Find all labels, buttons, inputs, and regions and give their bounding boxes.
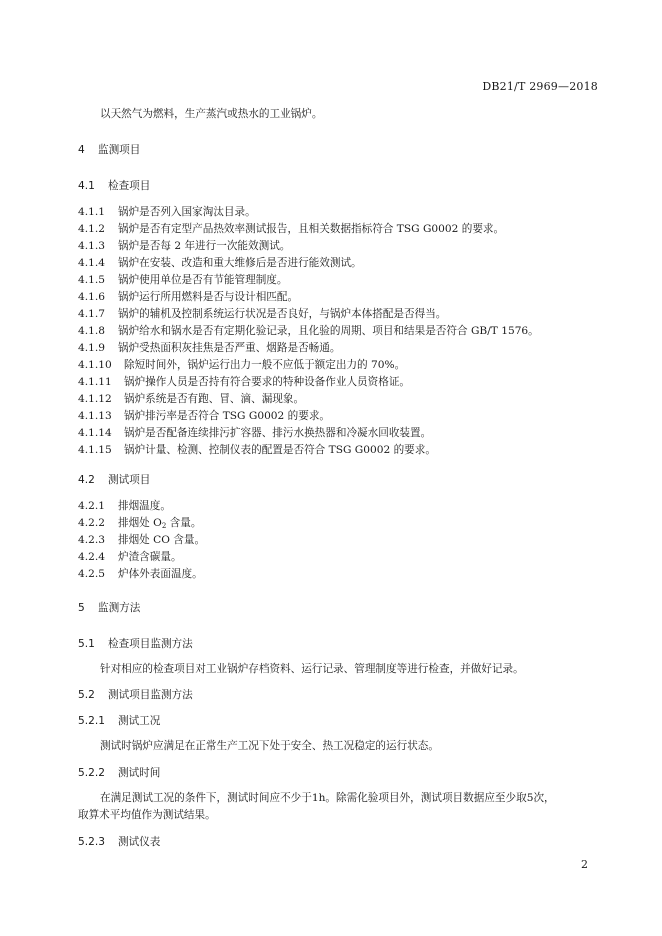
section-title: 测试项目监测方法 [108,689,193,701]
page-number: 2 [581,858,588,871]
section-title: 测试时间 [118,767,161,779]
list-item [78,239,290,253]
section-4-heading [78,143,140,157]
item-number: 4.1.3 [78,240,105,252]
subsection-5-2-3-heading [78,835,160,849]
section-number: 5.2.1 [78,715,105,727]
list-item [78,499,171,513]
section-number: 5.1 [78,638,95,650]
item-text: 排烟温度。 [118,500,171,512]
section-number: 5.2.2 [78,767,105,779]
item-number: 4.2.1 [78,500,105,512]
section-title: 监测方法 [98,602,141,614]
subsection-5-2-2-heading [78,766,160,780]
list-item [78,392,304,406]
section-5-heading [78,601,140,615]
item-number: 4.1.7 [78,308,105,320]
item-number: 4.1.5 [78,274,105,286]
item-number: 4.2.3 [78,534,105,546]
item-text: 锅炉受热面积灰挂焦是否严重、烟路是否畅通。 [118,342,341,354]
item-number: 4.1.8 [78,325,105,337]
item-number: 4.2.2 [78,517,105,529]
list-item [78,550,182,564]
list-item [78,375,410,389]
item-text: 锅炉是否列入国家淘汰目录。 [118,206,256,218]
item-text: 锅炉给水和锅水是否有定期化验记录，且化验的周期、项目和结果是否符合 GB/T 1576。 [118,325,539,337]
item-text: 锅炉是否配备连续排污扩容器、排污水换热器和冷凝水回收装置。 [124,427,432,439]
subsection-4-2-heading [78,473,150,487]
item-number: 4.1.9 [78,342,105,354]
list-item [78,567,203,581]
item-text: 排烟处 O [118,517,162,529]
item-number: 4.1.13 [78,410,112,422]
subsection-5-1-heading [78,637,193,651]
item-text: 锅炉使用单位是否有节能管理制度。 [118,274,288,286]
list-item [78,516,201,533]
item-number: 4.2.4 [78,551,105,563]
item-number: 4.1.1 [78,206,105,218]
section-title: 测试工况 [118,715,161,727]
section-number: 5 [78,602,85,614]
paragraph-line: 取算术平均值作为测试结果。 [78,809,216,821]
item-number: 4.1.15 [78,444,112,456]
item-text: 炉渣含碳量。 [118,551,182,563]
list-item [78,324,539,338]
item-number: 4.1.2 [78,223,105,235]
item-text: 锅炉是否有定型产品热效率测试报告，且相关数据指标符合 TSG G0002 的要求。 [118,223,505,235]
list-item [78,341,340,355]
subscript: 2 [161,522,167,530]
list-item [78,205,256,219]
item-number: 4.2.5 [78,568,105,580]
intro-line: 以天然气为燃料，生产蒸汽或热水的工业锅炉。 [100,108,323,120]
item-number: 4.1.12 [78,393,112,405]
item-text: 锅炉在安装、改造和重大维修后是否进行能效测试。 [118,257,362,269]
paragraph-line: 在满足测试工况的条件下，测试时间应不少于1h。除需化验项目外，测试项目数据应至少取5次， [100,792,555,804]
paragraph: 针对相应的检查项目对工业锅炉存档资料、运行记录、管理制度等进行检查，并做好记录。 [100,663,524,675]
subsection-5-2-heading [78,688,193,702]
subsection-5-2-1-heading [78,714,160,728]
section-number: 4.1 [78,180,95,192]
item-number: 4.1.11 [78,376,112,388]
section-title: 监测项目 [98,144,141,156]
item-text: 锅炉操作人员是否持有符合要求的特种设备作业人员资格证。 [124,376,411,388]
paragraph: 测试时锅炉应满足在正常生产工况下处于安全、热工况稳定的运行状态。 [100,740,439,752]
list-item [78,273,288,287]
section-number: 5.2 [78,689,95,701]
item-text: 含量。 [166,517,202,529]
item-number: 4.1.14 [78,427,112,439]
list-item [78,290,298,304]
item-text: 除短时间外，锅炉运行出力一般不应低于额定出力的 70%。 [124,359,406,371]
item-number: 4.1.4 [78,257,105,269]
list-item [78,426,431,440]
item-text: 排烟处 CO 含量。 [118,534,206,546]
list-item [78,533,205,547]
subsection-4-1-heading [78,179,150,193]
item-text: 锅炉的辅机及控制系统运行状况是否良好，与锅炉本体搭配是否得当。 [118,308,447,320]
section-title: 检查项目 [108,180,151,192]
list-item [78,409,330,423]
section-title: 测试仪表 [118,836,161,848]
section-number: 4 [78,144,85,156]
list-item [78,358,405,372]
item-text: 锅炉计量、检测、控制仪表的配置是否符合 TSG G0002 的要求。 [124,444,436,456]
item-text: 锅炉是否每 2 年进行一次能效测试。 [118,240,291,252]
item-number: 4.1.10 [78,359,112,371]
item-text: 炉体外表面温度。 [118,568,203,580]
list-item [78,443,436,457]
item-text: 锅炉系统是否有跑、冒、滴、漏现象。 [124,393,305,405]
item-text: 锅炉运行所用燃料是否与设计相匹配。 [118,291,299,303]
list-item [78,222,504,236]
list-item [78,256,362,270]
section-title: 测试项目 [108,474,151,486]
list-item [78,307,446,321]
section-number: 5.2.3 [78,836,105,848]
section-number: 4.2 [78,474,95,486]
item-text: 锅炉排污率是否符合 TSG G0002 的要求。 [124,410,331,422]
section-title: 检查项目监测方法 [108,638,193,650]
doc-code-header: DB21/T 2969—2018 [482,80,598,93]
item-number: 4.1.6 [78,291,105,303]
